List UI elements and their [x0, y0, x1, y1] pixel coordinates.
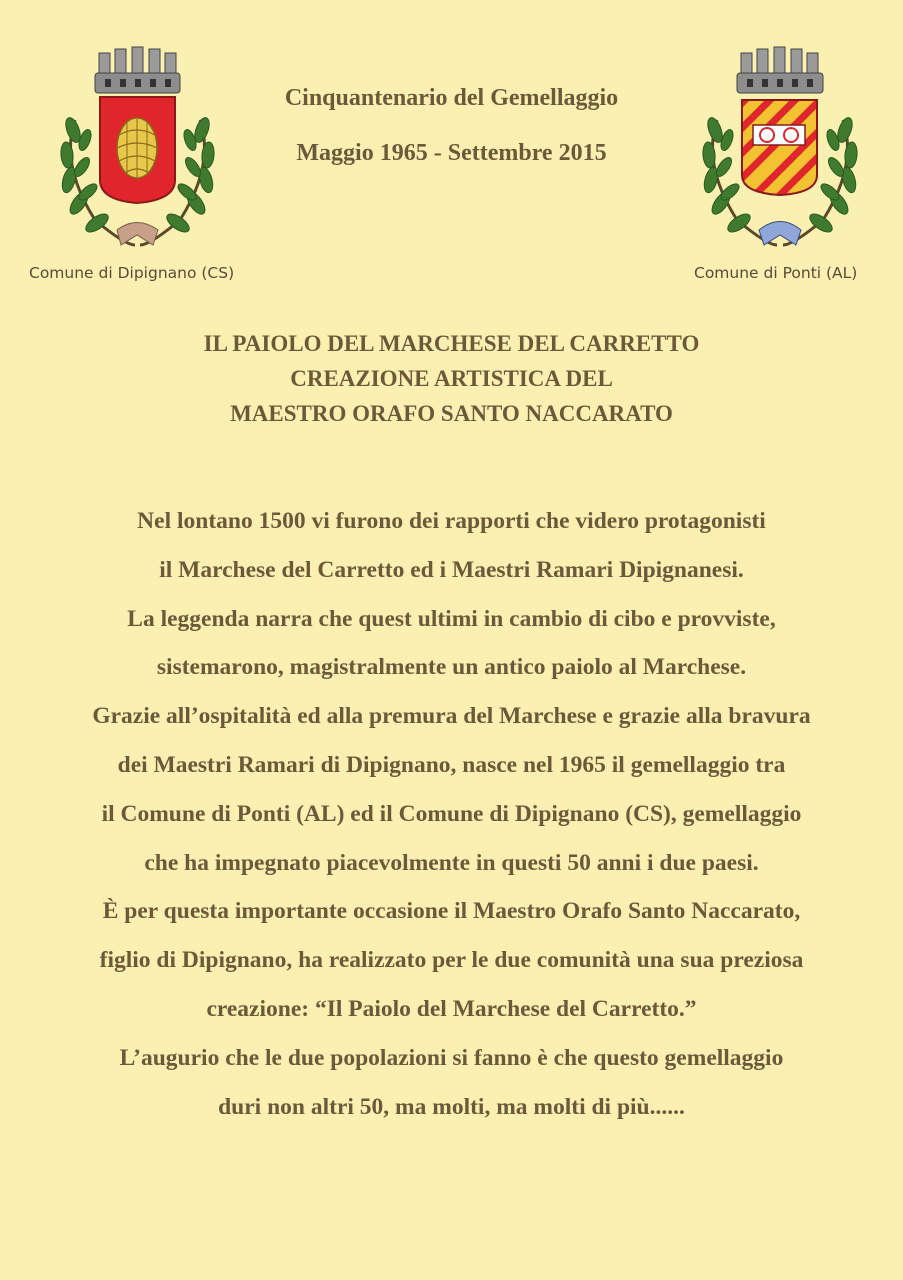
body-line: È per questa importante occasione il Maestro Orafo Santo Naccarato,: [102, 898, 801, 925]
ponti-label: Comune di Ponti (AL): [694, 264, 858, 282]
anniversary-dates: Maggio 1965 - Settembre 2015: [296, 140, 607, 166]
title-line: MAESTRO ORAFO SANTO NACCARATO: [230, 401, 673, 426]
document-title: [0, 326, 903, 431]
body-line: sistemarono, magistralmente un antico paiolo al Marchese.: [156, 654, 747, 681]
body-line: Grazie all’ospitalità ed alla premura del Marchese e grazie alla bravura: [92, 703, 811, 730]
title-line: CREAZIONE ARTISTICA DEL: [290, 366, 613, 391]
body-paragraph: [0, 497, 903, 1131]
body-line: L’augurio che le due popolazioni si fanno è che questo gemellaggio: [119, 1044, 784, 1071]
body-line: creazione: “Il Paiolo del Marchese del Carretto.”: [206, 995, 697, 1022]
body-line: il Marchese del Carretto ed i Maestri Ramari Dipignanesi.: [159, 556, 744, 583]
ribbon: [117, 223, 158, 246]
dipignano-label: Comune di Dipignano (CS): [29, 264, 235, 282]
body-line: duri non altri 50, ma molti, ma molti di più......: [218, 1093, 685, 1120]
body-line: La leggenda narra che quest ultimi in cambio di cibo e provviste,: [127, 605, 776, 632]
title-line: IL PAIOLO DEL MARCHESE DEL CARRETTO: [203, 331, 700, 356]
body-line: figlio di Dipignano, ha realizzato per le due comunità una sua preziosa: [99, 947, 804, 974]
anniversary-title: Cinquantenario del Gemellaggio: [284, 85, 619, 111]
blue-ribbon: [759, 222, 801, 246]
body-line: che ha impegnato piacevolmente in questi 50 anni i due paesi.: [144, 849, 759, 876]
body-line: Nel lontano 1500 vi furono dei rapporti che videro protagonisti: [137, 508, 766, 534]
body-line: dei Maestri Ramari di Dipignano, nasce nel 1965 il gemellaggio tra: [117, 751, 786, 778]
body-line: il Comune di Ponti (AL) ed il Comune di Dipignano (CS), gemellaggio: [101, 800, 802, 827]
